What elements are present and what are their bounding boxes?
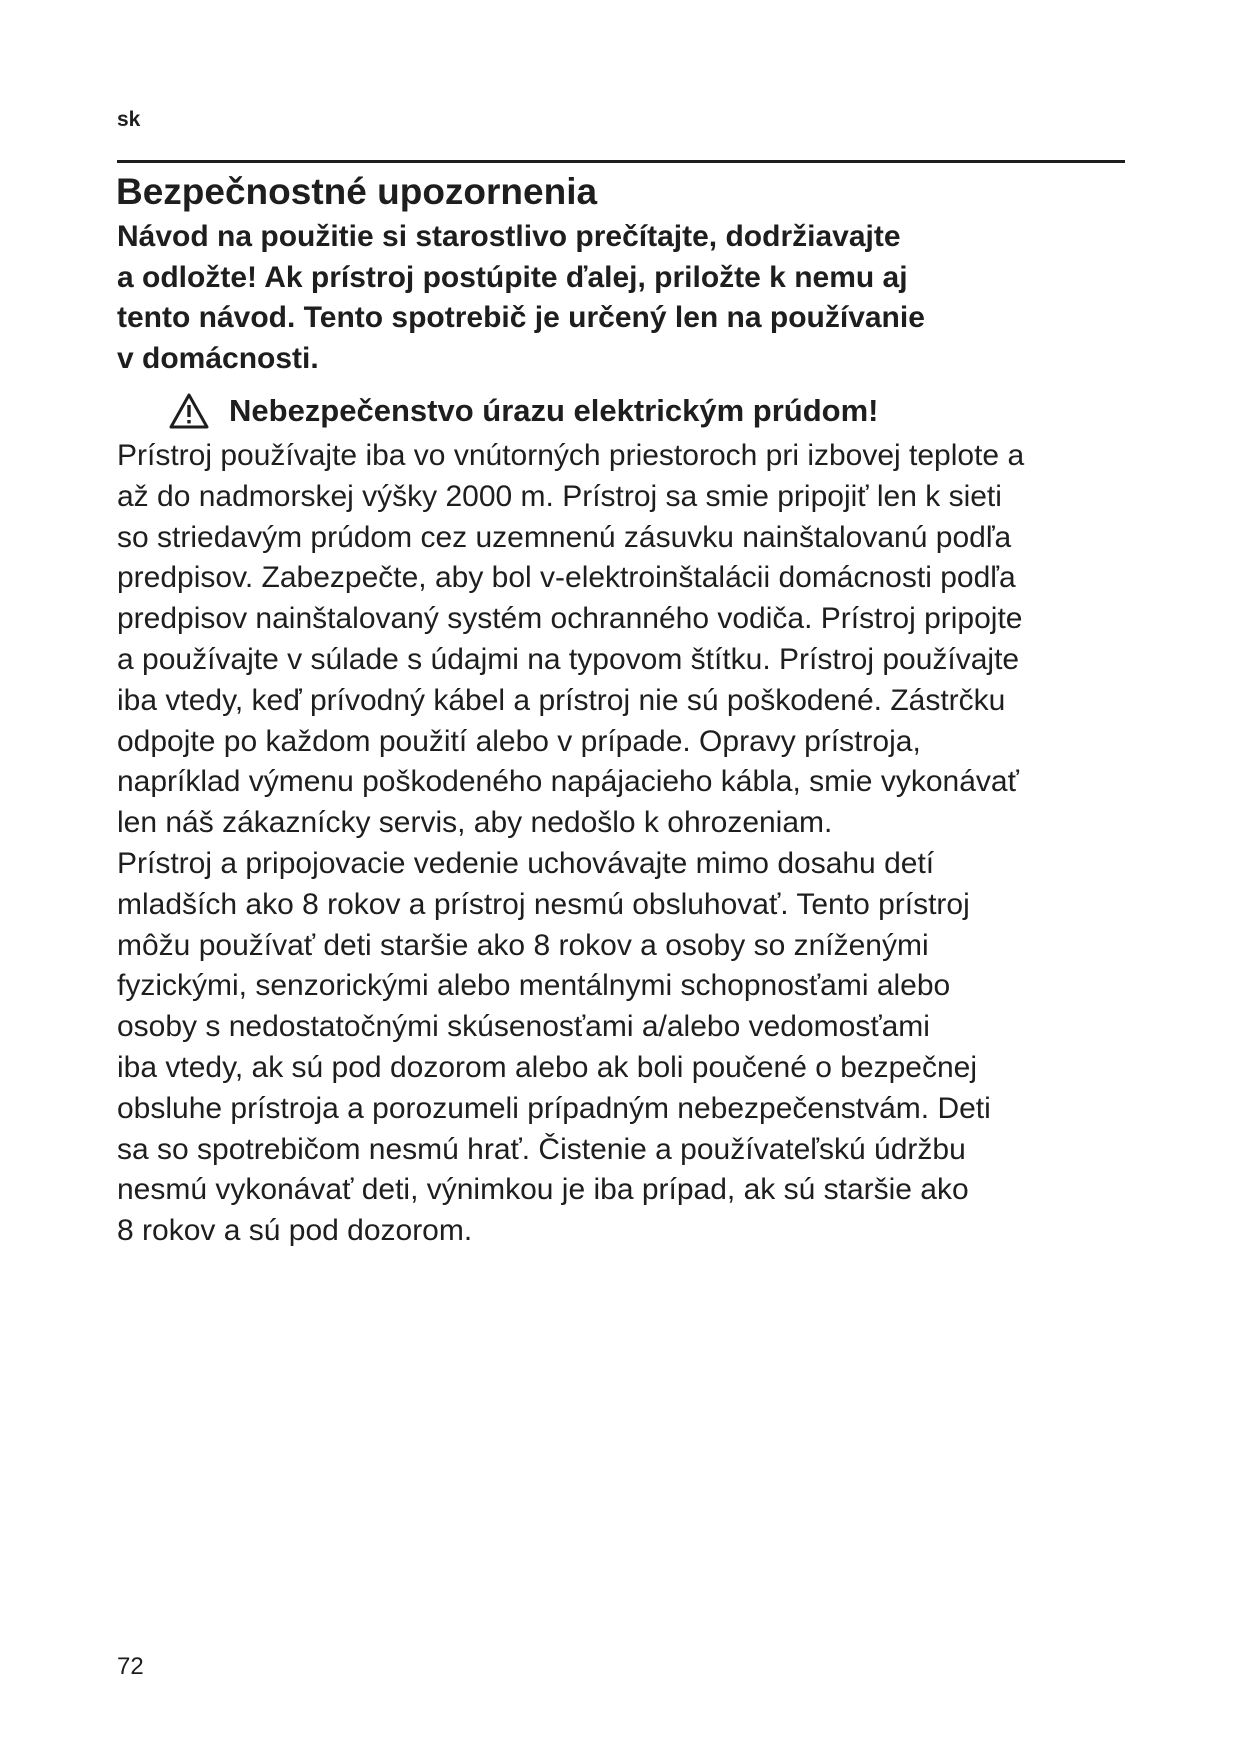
- body-line: osoby s nedostatočnými skúsenosťami a/alebo vedomosťami: [117, 1010, 930, 1044]
- body-line: obsluhe prístroja a porozumeli prípadným nebezpečenstvám. Deti: [117, 1091, 991, 1125]
- body-line: až do nadmorskej výšky 2000 m. Prístroj sa smie pripojiť len k sieti: [117, 479, 1002, 513]
- body-line: Prístroj a pripojovacie vedenie uchovávajte mimo dosahu detí: [117, 846, 935, 880]
- body-line: môžu používať deti staršie ako 8 rokov a osoby so zníženými: [117, 928, 929, 962]
- section-title: Bezpečnostné upozornenia: [116, 171, 598, 212]
- body-line: 8 rokov a sú pod dozorom.: [117, 1214, 473, 1248]
- body-line: predpisov. Zabezpečte, aby bol v-elektroinštalácii domácnosti podľa: [117, 561, 1016, 595]
- page-number: 72: [117, 1653, 144, 1680]
- body-line: napríklad výmenu poškodeného napájacieho kábla, smie vykonávať: [117, 765, 1019, 799]
- body-line: iba vtedy, keď prívodný kábel a prístroj nie sú poškodené. Zástrčku: [117, 683, 1006, 717]
- body-line: sa so spotrebičom nesmú hrať. Čistenie a používateľskú údržbu: [117, 1132, 966, 1166]
- safety-body-text: [117, 436, 1024, 1252]
- body-line: so striedavým prúdom cez uzemnenú zásuvku nainštalovanú podľa: [117, 520, 1012, 554]
- body-line: iba vtedy, ak sú pod dozorom alebo ak boli poučené o bezpečnej: [117, 1050, 978, 1084]
- body-line: a používajte v súlade s údajmi na typovom štítku. Prístroj používajte: [117, 642, 1020, 676]
- warning-triangle-icon: [169, 393, 209, 429]
- body-line: nesmú vykonávať deti, výnimkou je iba prípad, ak sú staršie ako: [117, 1173, 969, 1207]
- body-line: len náš zákaznícky servis, aby nedošlo k ohrozeniam.: [117, 806, 833, 840]
- body-line: mladších ako 8 rokov a prístroj nesmú obsluhovať. Tento prístroj: [117, 887, 970, 921]
- intro-line: v domácnosti.: [117, 341, 319, 375]
- intro-paragraph: [117, 217, 925, 379]
- warning-heading: Nebezpečenstvo úrazu elektrickým prúdom!: [229, 393, 879, 428]
- body-line: predpisov nainštalovaný systém ochranného vodiča. Prístroj pripojte: [117, 602, 1023, 636]
- body-line: Prístroj používajte iba vo vnútorných priestoroch pri izbovej teplote a: [117, 439, 1025, 472]
- warning-heading-row: [169, 391, 878, 431]
- language-code: sk: [117, 108, 141, 131]
- intro-line: a odložte! Ak prístroj postúpite ďalej, priložte k nemu aj: [117, 260, 908, 294]
- body-line: odpojte po každom použití alebo v prípade. Opravy prístroja,: [117, 724, 921, 758]
- body-line: fyzickými, senzorickými alebo mentálnymi schopnosťami alebo: [117, 969, 951, 1003]
- intro-line: tento návod. Tento spotrebič je určený len na používanie: [117, 301, 925, 334]
- intro-line: Návod na použitie si starostlivo prečítajte, dodržiavajte: [117, 220, 901, 253]
- header-divider: [117, 160, 1125, 163]
